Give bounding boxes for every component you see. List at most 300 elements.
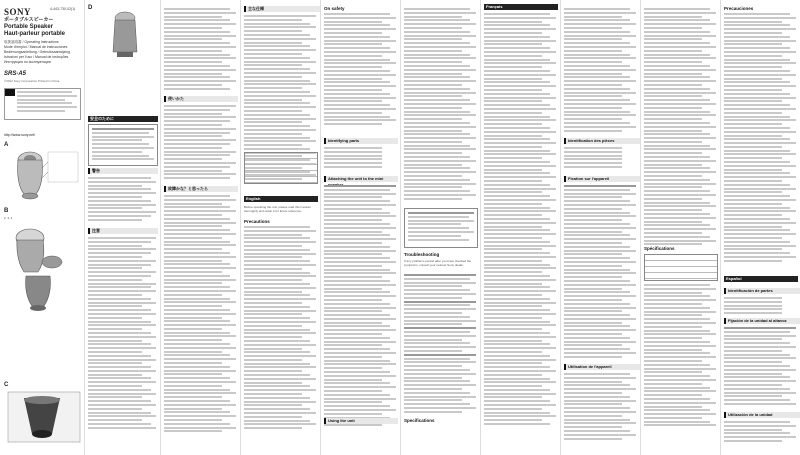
text-line: [484, 165, 556, 167]
text-line: [404, 23, 476, 25]
text-line: [324, 51, 396, 53]
text-line: [404, 114, 476, 116]
text-line: [324, 322, 382, 324]
fold-line: [84, 0, 85, 455]
text-line: [724, 361, 782, 363]
jp-warning-box: [88, 124, 158, 166]
text-line: [484, 32, 542, 34]
text-line: [644, 409, 710, 411]
text-line: [244, 378, 316, 380]
text-line: [484, 123, 542, 125]
text-line: [244, 382, 302, 384]
text-line: [324, 40, 396, 42]
text-line: [88, 252, 151, 254]
text-line: [404, 369, 470, 371]
text-line: [484, 298, 550, 300]
text-line: [724, 85, 796, 87]
text-line: [324, 62, 396, 64]
text-line: [724, 93, 790, 95]
text-line: [164, 298, 230, 300]
text-line: [324, 367, 382, 369]
text-line: [484, 256, 556, 258]
text-line: [724, 237, 782, 239]
text-line: [644, 288, 716, 290]
text-line: [88, 389, 151, 391]
text-line: [564, 155, 622, 157]
text-line: [324, 234, 390, 236]
text-line: [164, 16, 222, 18]
text-line: [484, 150, 550, 152]
fold-line: [640, 0, 641, 455]
text-line: [244, 114, 310, 116]
text-line: [244, 393, 302, 395]
text-line: [324, 204, 396, 206]
text-line: [404, 171, 476, 173]
text-line: [724, 331, 790, 333]
text-line: [724, 188, 796, 190]
text-line: [244, 253, 316, 255]
text-line: [564, 208, 622, 210]
text-line: [564, 114, 636, 116]
text-line: [244, 53, 302, 55]
jp-text-block: [164, 105, 236, 181]
text-line: [564, 196, 622, 198]
text-line: [164, 35, 236, 37]
title-japanese: ポータブルスピーカー: [4, 17, 54, 23]
text-line: [724, 62, 796, 64]
text-line: [164, 244, 236, 246]
text-line: [164, 404, 236, 406]
speaker-illustration-d: [95, 6, 155, 61]
text-line: [484, 214, 542, 216]
text-line: [244, 325, 302, 327]
text-line: [244, 283, 310, 285]
text-line: [244, 38, 316, 40]
figure-label-d: D: [88, 5, 93, 11]
text-line: [404, 156, 470, 158]
text-line: [324, 356, 382, 358]
text-line: [164, 80, 236, 82]
text-line: [404, 133, 470, 135]
text-line: [644, 73, 702, 75]
text-line: [404, 323, 462, 325]
text-line: [92, 139, 142, 141]
text-line: [564, 381, 622, 383]
text-line: [564, 411, 636, 413]
text-line: [244, 260, 310, 262]
text-line: [724, 165, 796, 167]
text-line: [88, 204, 156, 206]
text-line: [164, 210, 236, 212]
text-line: [644, 61, 702, 63]
french-text-block: [564, 8, 636, 133]
text-line: [404, 190, 470, 192]
text-line: [724, 210, 796, 212]
model-number: SRS-A5: [4, 71, 27, 77]
text-line: [244, 45, 310, 47]
text-line: [404, 392, 470, 394]
text-line: [644, 295, 710, 297]
text-line: [324, 253, 382, 255]
text-line: [88, 396, 142, 398]
spec-table: [244, 152, 318, 184]
english-text-block: [244, 226, 316, 431]
text-line: [244, 408, 310, 410]
text-line: [408, 239, 469, 241]
text-line: [324, 78, 382, 80]
text-line: [88, 374, 142, 376]
text-line: [644, 179, 710, 181]
text-line: [404, 76, 470, 78]
speaker-illustration-a: [4, 148, 82, 210]
text-line: [164, 320, 230, 322]
text-line: [724, 440, 782, 442]
text-line: [88, 427, 156, 429]
text-line: [324, 329, 396, 331]
text-line: [324, 363, 396, 365]
text-line: [724, 248, 782, 250]
text-line: [164, 31, 230, 33]
text-line: [404, 194, 476, 196]
text-line: [404, 35, 476, 37]
text-line: [404, 297, 462, 299]
text-line: [404, 69, 476, 71]
text-line: [17, 106, 77, 108]
language-item: Инструкция по эксплуатации: [4, 60, 51, 64]
text-line: [164, 139, 236, 141]
text-line: [644, 213, 710, 215]
text-line: [324, 17, 396, 19]
text-line: [724, 354, 790, 356]
text-line: [244, 268, 302, 270]
section-title: Precautions: [244, 219, 270, 224]
text-line: [244, 144, 302, 146]
text-line: [164, 351, 222, 353]
text-line: [88, 245, 142, 247]
text-line: [724, 24, 790, 26]
text-line: [324, 288, 382, 290]
text-line: [724, 346, 796, 348]
text-line: [564, 185, 636, 187]
text-line: [244, 133, 302, 135]
text-line: [484, 153, 556, 155]
text-line: [724, 135, 782, 137]
text-line: [484, 393, 556, 395]
text-line: [324, 344, 382, 346]
text-line: [244, 359, 302, 361]
text-line: [724, 47, 790, 49]
text-line: [164, 84, 222, 86]
text-line: [88, 185, 142, 187]
text-line: [644, 183, 716, 185]
text-line: [404, 384, 476, 386]
text-line: [564, 407, 630, 409]
title-french: Haut-parleur portable: [4, 31, 66, 37]
text-line: [244, 129, 316, 131]
text-line: [564, 215, 636, 217]
text-line: [404, 403, 470, 405]
text-line: [484, 343, 550, 345]
text-line: [724, 70, 790, 72]
text-line: [404, 316, 470, 318]
text-line: [164, 271, 222, 273]
text-line: [404, 175, 462, 177]
text-line: [324, 155, 382, 157]
text-line: [564, 329, 636, 331]
text-line: [644, 284, 710, 286]
text-line: [564, 403, 622, 405]
text-line: [564, 288, 622, 290]
language-list: [4, 40, 74, 65]
text-line: [92, 158, 154, 160]
text-line: [244, 83, 316, 85]
text-line: [484, 85, 556, 87]
text-line: [408, 216, 469, 218]
text-line: [404, 301, 476, 303]
text-line: [244, 385, 310, 387]
text-line: [484, 423, 550, 425]
text-line: [324, 185, 396, 187]
text-line: [564, 111, 630, 113]
text-line: [564, 299, 622, 301]
text-line: [324, 295, 396, 297]
text-line: [164, 343, 230, 345]
text-line: [324, 74, 396, 76]
text-line: [88, 196, 142, 198]
text-line: [164, 132, 230, 134]
text-line: [484, 374, 542, 376]
text-line: [564, 35, 636, 37]
text-line: [644, 54, 710, 56]
text-line: [244, 427, 302, 429]
text-line: [244, 57, 310, 59]
text-line: [564, 242, 622, 244]
text-line: [724, 78, 782, 80]
text-line: [484, 237, 542, 239]
text-line: [244, 95, 316, 97]
text-line: [404, 88, 470, 90]
text-line: [324, 246, 390, 248]
text-line: [724, 104, 790, 106]
text-line: [724, 425, 796, 427]
text-line: [724, 36, 790, 38]
text-line: [88, 215, 151, 217]
text-line: [324, 193, 396, 195]
text-line: [404, 183, 476, 185]
text-line: [564, 284, 636, 286]
text-line: [324, 81, 390, 83]
text-line: [644, 69, 716, 71]
text-line: [724, 119, 796, 121]
text-line: [644, 114, 716, 116]
troubleshoot-note: If any problems persist after you have checked the symptoms, consult your nearest Sony dealer.: [404, 259, 472, 267]
text-line: [484, 381, 556, 383]
text-line: [88, 381, 156, 383]
english-intro: Before operating the unit, please read this manual thoroughly and retain it for future reference.: [244, 205, 311, 213]
text-line: [644, 130, 702, 132]
text-line: [164, 42, 230, 44]
text-line: [404, 198, 462, 200]
text-line: [164, 267, 236, 269]
text-line: [484, 233, 556, 235]
text-line: [484, 104, 550, 106]
text-line: [324, 200, 390, 202]
french-text-block: [644, 284, 716, 428]
text-line: [324, 375, 396, 377]
text-line: [164, 290, 236, 292]
text-line: [164, 76, 230, 78]
text-line: [244, 106, 316, 108]
text-line: [244, 241, 316, 243]
text-line: [724, 32, 782, 34]
text-line: [164, 27, 222, 29]
text-line: [404, 285, 462, 287]
text-line: [644, 23, 716, 25]
speaker-illustration-c: [6, 390, 82, 445]
text-line: [244, 332, 316, 334]
language-item: 取扱説明書 / Operating Instructions: [4, 40, 59, 44]
text-line: [484, 245, 556, 247]
text-line: [244, 76, 302, 78]
text-line: [484, 13, 550, 15]
text-line: [88, 415, 156, 417]
text-line: [564, 269, 630, 271]
text-line: [724, 43, 782, 45]
text-line: [17, 95, 77, 97]
text-line: [644, 318, 710, 320]
text-line: [404, 145, 470, 147]
text-line: [324, 59, 390, 61]
text-line: [244, 121, 302, 123]
text-line: [724, 395, 782, 397]
text-line: [164, 128, 236, 130]
section-heading: 警告: [88, 168, 158, 174]
text-line: [404, 27, 462, 29]
text-line: [644, 228, 716, 230]
text-line: [244, 348, 302, 350]
text-line: [564, 253, 622, 255]
text-line: [164, 12, 236, 14]
text-line: [644, 394, 702, 396]
text-line: [724, 180, 782, 182]
figure-label-b: B: [4, 208, 9, 214]
text-line: [484, 279, 556, 281]
text-line: [164, 237, 222, 239]
text-line: [164, 328, 222, 330]
text-line: [244, 72, 316, 74]
text-line: [564, 223, 630, 225]
text-line: [484, 188, 556, 190]
text-line: [564, 307, 636, 309]
text-line: [244, 148, 310, 150]
text-line: [404, 312, 462, 314]
text-line: [404, 186, 462, 188]
text-line: [484, 313, 556, 315]
text-line: [644, 314, 702, 316]
text-line: [564, 12, 636, 14]
text-line: [404, 84, 462, 86]
text-line: [484, 241, 550, 243]
text-line: [244, 294, 310, 296]
text-line: [564, 103, 636, 105]
text-line: [164, 46, 236, 48]
text-line: [164, 147, 222, 149]
text-line: [88, 328, 142, 330]
spanish-text-block: [724, 13, 796, 264]
text-line: [164, 332, 230, 334]
text-line: [564, 384, 630, 386]
text-line: [88, 267, 142, 269]
text-line: [404, 407, 476, 409]
document-code: 4-443-730-02(1): [50, 7, 76, 11]
text-line: [164, 23, 236, 25]
english-text-block: [404, 8, 476, 202]
text-line: [244, 317, 310, 319]
text-line: [564, 204, 636, 206]
text-line: [244, 291, 302, 293]
text-line: [92, 136, 154, 138]
text-line: [644, 236, 710, 238]
section-heading: Using the unit: [324, 418, 398, 424]
text-line: [484, 302, 556, 304]
text-line: [564, 303, 630, 305]
text-line: [244, 256, 302, 258]
text-line: [324, 166, 382, 168]
text-line: [564, 352, 636, 354]
text-line: [564, 318, 636, 320]
text-line: [244, 34, 310, 36]
text-line: [244, 226, 310, 228]
text-line: [324, 13, 390, 15]
text-line: [484, 127, 550, 129]
text-line: [644, 330, 710, 332]
text-line: [92, 128, 154, 130]
text-line: [324, 250, 396, 252]
text-line: [324, 21, 382, 23]
text-line: [484, 260, 542, 262]
text-line: [88, 347, 156, 349]
text-line: [724, 399, 790, 401]
text-line: [484, 47, 550, 49]
text-line: [164, 19, 230, 21]
text-line: [164, 54, 230, 56]
text-line: [644, 390, 716, 392]
text-line: [484, 161, 550, 163]
text-line: [484, 271, 542, 273]
text-line: [324, 108, 396, 110]
text-line: [564, 344, 622, 346]
text-line: [88, 181, 156, 183]
text-line: [484, 286, 550, 288]
text-line: [164, 313, 236, 315]
text-line: [724, 81, 790, 83]
jp-text-block: [88, 237, 156, 431]
text-line: [244, 423, 316, 425]
text-line: [164, 158, 222, 160]
spanish-text-block: [724, 327, 796, 407]
text-line: [88, 207, 142, 209]
text-line: [244, 370, 302, 372]
text-line: [404, 80, 476, 82]
text-line: [644, 333, 716, 335]
text-line: [164, 166, 230, 168]
english-text-block: [404, 274, 476, 414]
text-line: [564, 400, 636, 402]
text-line: [164, 109, 230, 111]
text-line: [244, 237, 310, 239]
text-line: [644, 240, 716, 242]
text-line: [164, 50, 222, 52]
